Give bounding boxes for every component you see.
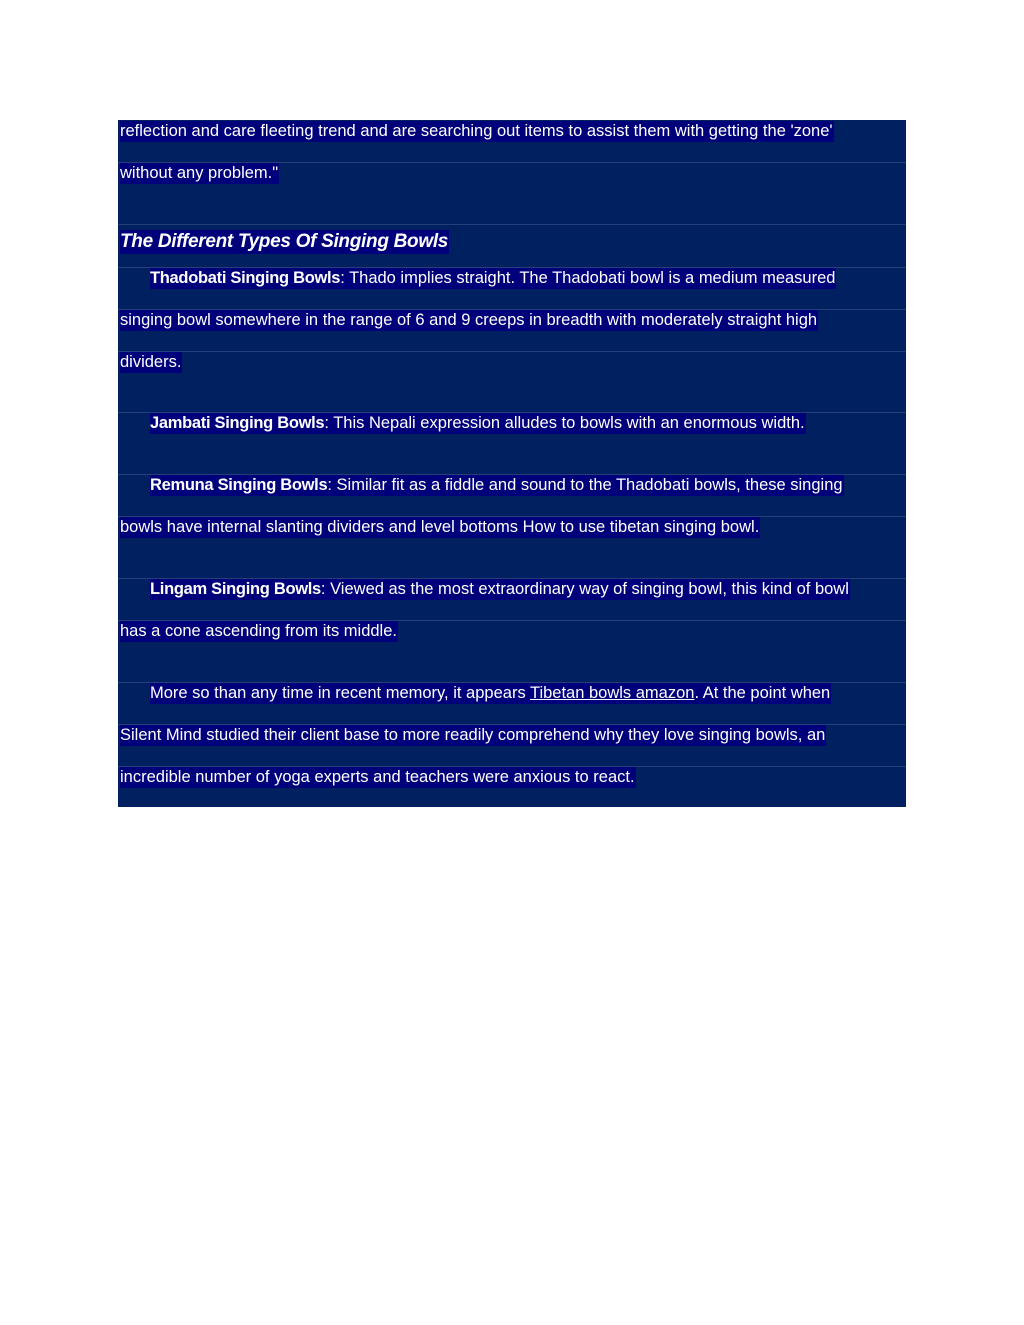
text-row [118,475,906,517]
term-colon: : [327,476,332,494]
term-colon: : [320,580,326,598]
term-remuna: Remuna Singing Bowls [150,476,328,494]
paragraph-text: . At the point when [694,684,831,702]
term-thadobati: Thadobati Singing Bowls [150,269,341,287]
paragraph-line [150,413,806,434]
term-jambati: Jambati Singing Bowls [150,414,325,432]
text-row [118,413,906,475]
paragraph-line: without any problem." [120,164,279,182]
term-description: Similar fit as a fiddle and sound to the Thadobati bowls, these singing [331,476,843,494]
paragraph-line: dividers. [120,353,182,371]
paragraph-line: singing bowl somewhere in the range of 6 and 9 creeps in breadth with moderately straight high [120,311,818,329]
term-colon: : [340,269,345,287]
text-row [118,725,906,767]
paragraph-line: reflection and care fleeting trend and are searching out items to assist them with getting the 'zone' [120,122,833,140]
term-colon: : [324,414,329,432]
text-row [118,310,906,352]
text-row [118,579,906,621]
term-description: Viewed as the most extraordinary way of singing bowl, this kind of bowl [325,580,849,598]
document-text-block [118,120,906,807]
text-row [118,517,906,579]
paragraph-line: bowls have internal slanting dividers and level bottoms How to use tibetan singing bowl. [120,518,760,536]
text-row [118,268,906,310]
paragraph-line [150,268,836,289]
paragraph-line: has a cone ascending from its middle. [120,622,397,640]
term-description: Thado implies straight. The Thadobati bowl is a medium measured [344,269,836,287]
text-row [118,352,906,413]
tibetan-bowls-amazon-link[interactable]: Tibetan bowls amazon [529,684,695,702]
paragraph-line: Silent Mind studied their client base to more readily comprehend why they love singing bowls, an [120,726,826,744]
paragraph-line [150,579,850,600]
text-row [118,683,906,725]
paragraph-line [150,475,844,496]
text-row [118,621,906,683]
term-description: This Nepali expression alludes to bowls with an enormous width. [328,414,805,432]
paragraph-text: More so than any time in recent memory, it appears [150,684,530,702]
term-lingam: Lingam Singing Bowls [150,580,321,598]
text-row [118,120,906,163]
paragraph-line: incredible number of yoga experts and teachers were anxious to react. [120,768,635,786]
text-row [118,767,906,807]
paragraph-line [150,683,831,704]
text-row [118,163,906,225]
section-heading: The Different Types Of Singing Bowls [120,231,449,252]
text-row [118,225,906,268]
